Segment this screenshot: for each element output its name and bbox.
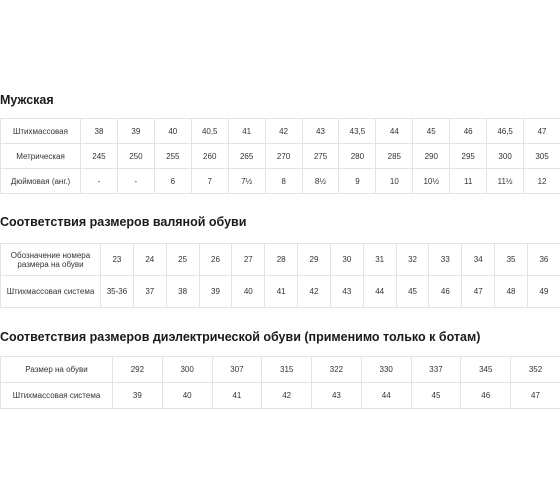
row-label: Штихмассовая система (1, 383, 113, 409)
table-cell: 33 (429, 244, 462, 276)
table-cell: 315 (262, 357, 312, 383)
table-cell: 29 (298, 244, 331, 276)
table-cell: 295 (450, 144, 487, 169)
table-cell: 8½ (302, 169, 339, 194)
table-row (1, 169, 560, 194)
table-cell: 46 (450, 119, 487, 144)
table-cell: 24 (133, 244, 166, 276)
table-cell: 330 (361, 357, 411, 383)
felt-size-table (0, 243, 560, 308)
table-cell: 11½ (487, 169, 524, 194)
table-cell: 34 (462, 244, 495, 276)
table-cell: 7½ (228, 169, 265, 194)
dielectric-section-title: Соответствия размеров диэлектрической обуви (применимо только к ботам) (0, 330, 481, 344)
table-cell: 25 (166, 244, 199, 276)
table-cell: 43 (312, 383, 362, 409)
table-cell: 40 (154, 119, 191, 144)
table-cell: 8 (265, 169, 302, 194)
table-cell: 39 (117, 119, 154, 144)
table-cell: 39 (199, 276, 232, 308)
table-cell: 39 (113, 383, 163, 409)
dielectric-size-table (0, 356, 560, 409)
table-cell: 38 (81, 119, 118, 144)
table-cell: 44 (376, 119, 413, 144)
table-cell: 275 (302, 144, 339, 169)
table-cell: 6 (154, 169, 191, 194)
table-row (1, 244, 560, 276)
table-cell: 9 (339, 169, 376, 194)
table-cell: 285 (376, 144, 413, 169)
table-cell: 300 (487, 144, 524, 169)
table-cell: - (81, 169, 118, 194)
table-cell: 11 (450, 169, 487, 194)
row-label: Штихмассовая система (1, 276, 101, 308)
table-cell: 35-36 (101, 276, 134, 308)
row-label: Дюймовая (анг.) (1, 169, 81, 194)
table-cell: 28 (265, 244, 298, 276)
table-cell: 44 (363, 276, 396, 308)
table-cell: 46,5 (487, 119, 524, 144)
table-cell: 7 (191, 169, 228, 194)
table-row (1, 357, 560, 383)
table-row (1, 276, 560, 308)
table-row (1, 144, 560, 169)
table-cell: 345 (461, 357, 511, 383)
table-cell: 37 (133, 276, 166, 308)
table-cell: 23 (101, 244, 134, 276)
table-cell: 245 (81, 144, 118, 169)
table-cell: 32 (396, 244, 429, 276)
table-cell: - (117, 169, 154, 194)
men-section-title: Мужская (0, 93, 54, 107)
table-cell: 40 (162, 383, 212, 409)
table-cell: 41 (228, 119, 265, 144)
table-cell: 43 (330, 276, 363, 308)
table-cell: 290 (413, 144, 450, 169)
table-cell: 38 (166, 276, 199, 308)
table-cell: 47 (524, 119, 560, 144)
table-cell: 30 (330, 244, 363, 276)
table-cell: 45 (413, 119, 450, 144)
table-cell: 42 (262, 383, 312, 409)
row-label: Штихмассовая (1, 119, 81, 144)
table-cell: 26 (199, 244, 232, 276)
row-label: Размер на обуви (1, 357, 113, 383)
table-cell: 40,5 (191, 119, 228, 144)
table-cell: 260 (191, 144, 228, 169)
felt-section-title: Соответствия размеров валяной обуви (0, 215, 247, 229)
table-cell: 36 (527, 244, 560, 276)
table-cell: 10 (376, 169, 413, 194)
table-cell: 40 (232, 276, 265, 308)
table-row (1, 383, 560, 409)
table-cell: 42 (298, 276, 331, 308)
table-cell: 43 (302, 119, 339, 144)
table-cell: 41 (265, 276, 298, 308)
table-cell: 250 (117, 144, 154, 169)
table-cell: 265 (228, 144, 265, 169)
table-cell: 280 (339, 144, 376, 169)
row-label: Метрическая (1, 144, 81, 169)
table-cell: 305 (524, 144, 560, 169)
table-cell: 48 (495, 276, 528, 308)
table-cell: 352 (511, 357, 560, 383)
table-cell: 49 (527, 276, 560, 308)
table-cell: 35 (495, 244, 528, 276)
row-label: Обозначение номера размера на обуви (1, 244, 101, 276)
table-cell: 47 (511, 383, 560, 409)
men-size-table (0, 118, 560, 194)
table-cell: 45 (396, 276, 429, 308)
table-cell: 47 (462, 276, 495, 308)
table-cell: 44 (361, 383, 411, 409)
table-cell: 270 (265, 144, 302, 169)
table-cell: 27 (232, 244, 265, 276)
table-cell: 31 (363, 244, 396, 276)
table-cell: 300 (162, 357, 212, 383)
table-cell: 45 (411, 383, 461, 409)
table-cell: 337 (411, 357, 461, 383)
table-cell: 12 (524, 169, 560, 194)
table-cell: 46 (429, 276, 462, 308)
table-cell: 292 (113, 357, 163, 383)
table-cell: 10½ (413, 169, 450, 194)
table-cell: 307 (212, 357, 262, 383)
table-cell: 42 (265, 119, 302, 144)
table-row (1, 119, 560, 144)
table-cell: 255 (154, 144, 191, 169)
table-cell: 46 (461, 383, 511, 409)
table-cell: 41 (212, 383, 262, 409)
table-cell: 322 (312, 357, 362, 383)
table-cell: 43,5 (339, 119, 376, 144)
